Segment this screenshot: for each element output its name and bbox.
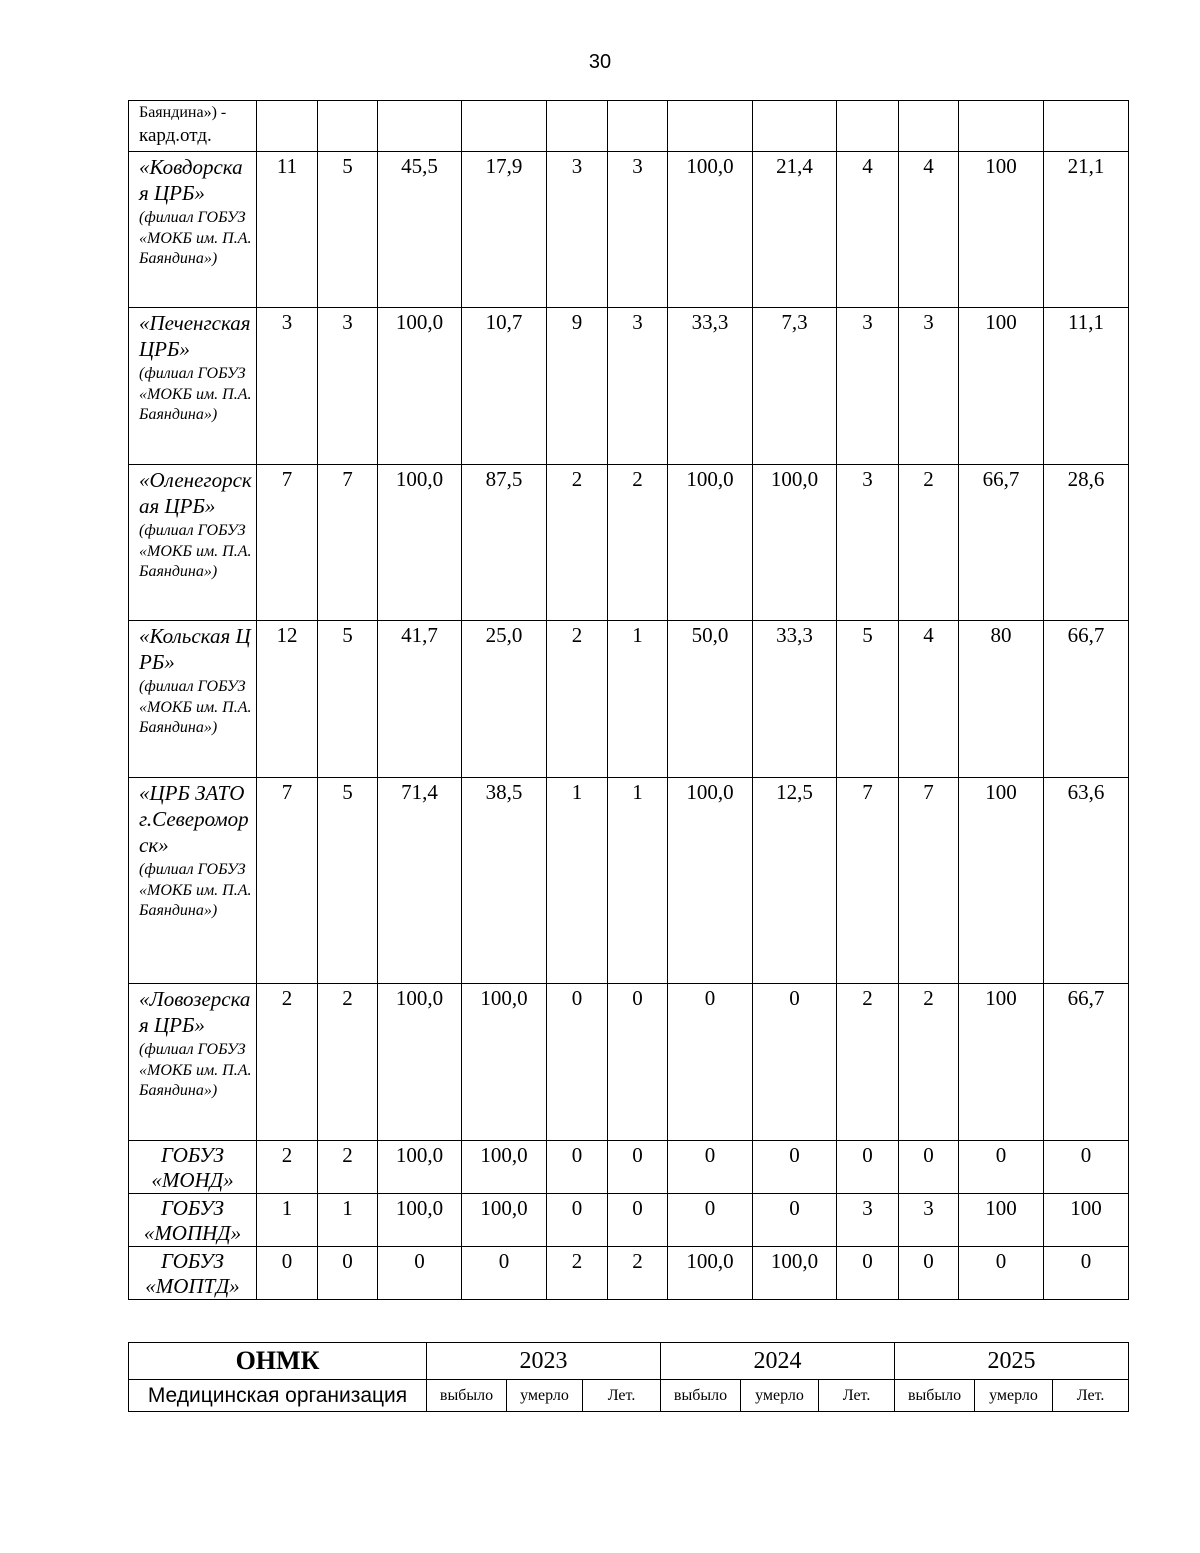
value-cell: 2 — [547, 621, 608, 778]
table-row — [129, 621, 1129, 778]
value-cell: 87,5 — [462, 465, 547, 621]
lethality-header: Лет. — [819, 1380, 895, 1412]
value-cell: 0 — [753, 1141, 837, 1194]
onmk-header-table — [128, 1342, 1129, 1412]
value-cell: 0 — [547, 984, 608, 1141]
value-cell: 100,0 — [462, 1194, 547, 1247]
value-cell — [837, 101, 899, 152]
table-row — [129, 778, 1129, 984]
value-cell: 2 — [547, 1247, 608, 1300]
value-cell: 100 — [959, 308, 1044, 465]
organization-cell — [129, 1194, 257, 1247]
value-cell: 100 — [1044, 1194, 1129, 1247]
died-header: умерло — [975, 1380, 1053, 1412]
organization-cell — [129, 101, 257, 152]
value-cell — [753, 101, 837, 152]
organization-name-tail: Баяндина») - — [139, 104, 227, 121]
value-cell: 63,6 — [1044, 778, 1129, 984]
value-cell: 28,6 — [1044, 465, 1129, 621]
organization-name: «МОПНД» — [143, 1221, 242, 1245]
value-cell: 100,0 — [378, 465, 462, 621]
value-cell: 0 — [959, 1247, 1044, 1300]
value-cell: 100,0 — [378, 1194, 462, 1247]
value-cell: 3 — [899, 308, 959, 465]
organization-branch-note: (филиал ГОБУЗ «МОКБ им. П.А. Баяндина») — [139, 209, 252, 267]
value-cell: 0 — [608, 1194, 668, 1247]
organization-cell — [129, 1247, 257, 1300]
organization-type: ГОБУЗ — [161, 1143, 224, 1167]
value-cell: 2 — [547, 465, 608, 621]
organization-name: «Оленегорская ЦРБ» — [139, 468, 252, 518]
value-cell: 1 — [547, 778, 608, 984]
value-cell: 0 — [318, 1247, 378, 1300]
value-cell: 100,0 — [378, 308, 462, 465]
value-cell: 0 — [1044, 1247, 1129, 1300]
value-cell: 38,5 — [462, 778, 547, 984]
value-cell: 1 — [608, 778, 668, 984]
table-row — [129, 984, 1129, 1141]
value-cell: 100,0 — [753, 1247, 837, 1300]
organization-cell — [129, 152, 257, 308]
value-cell: 10,7 — [462, 308, 547, 465]
value-cell: 100,0 — [378, 984, 462, 1141]
value-cell: 4 — [899, 152, 959, 308]
organization-name: «Ловозерская ЦРБ» — [139, 987, 251, 1037]
table-row — [129, 101, 1129, 152]
value-cell: 0 — [959, 1141, 1044, 1194]
value-cell: 100,0 — [378, 1141, 462, 1194]
year-2024-header: 2024 — [661, 1343, 895, 1380]
value-cell: 5 — [837, 621, 899, 778]
value-cell — [668, 101, 753, 152]
table-row — [129, 1194, 1129, 1247]
medical-organization-label: Медицинская организация — [129, 1380, 427, 1412]
value-cell: 3 — [318, 308, 378, 465]
died-header: умерло — [741, 1380, 819, 1412]
organization-branch-note: (филиал ГОБУЗ «МОКБ им. П.А. Баяндина») — [139, 1041, 252, 1099]
value-cell: 0 — [257, 1247, 318, 1300]
discharged-header: выбыло — [661, 1380, 741, 1412]
value-cell: 4 — [899, 621, 959, 778]
value-cell — [378, 101, 462, 152]
value-cell — [1044, 101, 1129, 152]
value-cell — [318, 101, 378, 152]
organization-branch-note: (филиал ГОБУЗ «МОКБ им. П.А. Баяндина») — [139, 678, 252, 736]
organization-name: «Кольская ЦРБ» — [139, 624, 251, 674]
value-cell: 100 — [959, 152, 1044, 308]
table-row — [129, 1141, 1129, 1194]
value-cell: 3 — [608, 152, 668, 308]
value-cell: 3 — [257, 308, 318, 465]
value-cell: 100 — [959, 778, 1044, 984]
organization-type: ГОБУЗ — [161, 1196, 224, 1220]
hospital-mortality-table — [128, 100, 1129, 1300]
organization-cell — [129, 308, 257, 465]
value-cell: 12,5 — [753, 778, 837, 984]
value-cell: 0 — [608, 1141, 668, 1194]
organization-cell — [129, 465, 257, 621]
value-cell: 0 — [462, 1247, 547, 1300]
value-cell: 0 — [668, 1141, 753, 1194]
value-cell: 0 — [608, 984, 668, 1141]
organization-cell — [129, 1141, 257, 1194]
organization-branch-note: (филиал ГОБУЗ «МОКБ им. П.А. Баяндина») — [139, 365, 252, 423]
value-cell: 1 — [318, 1194, 378, 1247]
value-cell: 11 — [257, 152, 318, 308]
organization-type: ГОБУЗ — [161, 1249, 224, 1273]
table-row — [129, 1247, 1129, 1300]
organization-name: «ЦРБ ЗАТО г.Североморск» — [139, 781, 249, 857]
value-cell — [462, 101, 547, 152]
value-cell: 0 — [899, 1247, 959, 1300]
value-cell: 100,0 — [668, 152, 753, 308]
value-cell: 2 — [899, 984, 959, 1141]
onmk-subheader-row — [129, 1380, 1129, 1412]
discharged-header: выбыло — [895, 1380, 975, 1412]
value-cell: 0 — [1044, 1141, 1129, 1194]
value-cell: 11,1 — [1044, 308, 1129, 465]
value-cell: 5 — [318, 621, 378, 778]
value-cell: 66,7 — [1044, 984, 1129, 1141]
value-cell: 3 — [899, 1194, 959, 1247]
value-cell: 2 — [318, 1141, 378, 1194]
value-cell — [899, 101, 959, 152]
value-cell: 3 — [837, 1194, 899, 1247]
value-cell: 3 — [547, 152, 608, 308]
value-cell: 0 — [547, 1194, 608, 1247]
discharged-header: выбыло — [427, 1380, 507, 1412]
organization-name: «МОПТД» — [145, 1274, 240, 1298]
value-cell: 0 — [378, 1247, 462, 1300]
value-cell: 4 — [837, 152, 899, 308]
lethality-header: Лет. — [1053, 1380, 1129, 1412]
value-cell: 1 — [257, 1194, 318, 1247]
onmk-year-row — [129, 1343, 1129, 1380]
value-cell: 100,0 — [462, 984, 547, 1141]
organization-name: «Ковдорская ЦРБ» — [139, 155, 243, 205]
value-cell: 71,4 — [378, 778, 462, 984]
value-cell: 0 — [668, 1194, 753, 1247]
value-cell: 7 — [318, 465, 378, 621]
value-cell: 9 — [547, 308, 608, 465]
value-cell: 2 — [257, 1141, 318, 1194]
value-cell: 66,7 — [959, 465, 1044, 621]
value-cell: 5 — [318, 152, 378, 308]
table-row — [129, 308, 1129, 465]
value-cell: 7 — [257, 465, 318, 621]
value-cell: 7 — [899, 778, 959, 984]
organization-name: «МОНД» — [151, 1168, 234, 1192]
year-2023-header: 2023 — [427, 1343, 661, 1380]
value-cell: 12 — [257, 621, 318, 778]
value-cell: 5 — [318, 778, 378, 984]
value-cell — [959, 101, 1044, 152]
year-2025-header: 2025 — [895, 1343, 1129, 1380]
value-cell: 0 — [547, 1141, 608, 1194]
value-cell: 80 — [959, 621, 1044, 778]
value-cell: 1 — [608, 621, 668, 778]
lethality-header: Лет. — [583, 1380, 661, 1412]
page-number: 30 — [588, 51, 612, 73]
value-cell: 25,0 — [462, 621, 547, 778]
value-cell: 100,0 — [668, 465, 753, 621]
value-cell: 3 — [608, 308, 668, 465]
value-cell: 100 — [959, 984, 1044, 1141]
value-cell: 33,3 — [753, 621, 837, 778]
value-cell: 0 — [753, 984, 837, 1141]
table-row — [129, 152, 1129, 308]
value-cell: 0 — [837, 1247, 899, 1300]
value-cell: 2 — [318, 984, 378, 1141]
value-cell: 7 — [837, 778, 899, 984]
department-label: кард.отд. — [139, 124, 212, 146]
value-cell: 7,3 — [753, 308, 837, 465]
value-cell: 2 — [257, 984, 318, 1141]
value-cell: 50,0 — [668, 621, 753, 778]
organization-branch-note: (филиал ГОБУЗ «МОКБ им. П.А. Баяндина») — [139, 861, 252, 919]
value-cell: 7 — [257, 778, 318, 984]
table-row — [129, 465, 1129, 621]
value-cell — [257, 101, 318, 152]
value-cell: 100 — [959, 1194, 1044, 1247]
organization-cell — [129, 621, 257, 778]
organization-branch-note: (филиал ГОБУЗ «МОКБ им. П.А. Баяндина») — [139, 522, 252, 580]
value-cell: 2 — [608, 465, 668, 621]
value-cell: 41,7 — [378, 621, 462, 778]
value-cell: 2 — [608, 1247, 668, 1300]
organization-name: «Печенгская ЦРБ» — [139, 311, 251, 361]
value-cell: 100,0 — [462, 1141, 547, 1194]
value-cell: 21,4 — [753, 152, 837, 308]
value-cell: 66,7 — [1044, 621, 1129, 778]
value-cell: 17,9 — [462, 152, 547, 308]
value-cell: 45,5 — [378, 152, 462, 308]
organization-cell — [129, 778, 257, 984]
died-header: умерло — [507, 1380, 583, 1412]
value-cell: 0 — [899, 1141, 959, 1194]
value-cell: 100,0 — [668, 778, 753, 984]
value-cell: 100,0 — [753, 465, 837, 621]
value-cell: 21,1 — [1044, 152, 1129, 308]
onmk-title: ОНМК — [129, 1343, 427, 1380]
value-cell: 33,3 — [668, 308, 753, 465]
value-cell: 3 — [837, 465, 899, 621]
value-cell: 3 — [837, 308, 899, 465]
value-cell: 0 — [753, 1194, 837, 1247]
value-cell — [608, 101, 668, 152]
value-cell: 100,0 — [668, 1247, 753, 1300]
value-cell: 2 — [837, 984, 899, 1141]
value-cell: 0 — [668, 984, 753, 1141]
value-cell: 0 — [837, 1141, 899, 1194]
organization-cell — [129, 984, 257, 1141]
value-cell: 2 — [899, 465, 959, 621]
value-cell — [547, 101, 608, 152]
